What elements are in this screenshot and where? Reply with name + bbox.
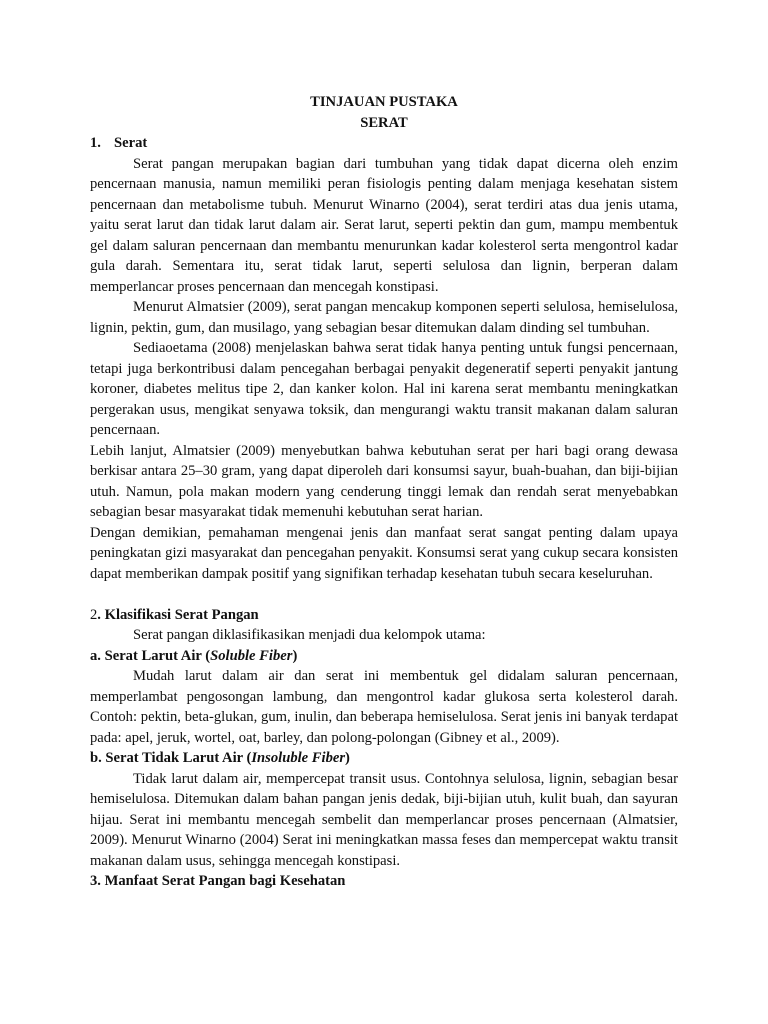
section-1-title: Serat <box>114 135 148 151</box>
subsection-b-heading <box>90 748 678 769</box>
section-2-heading <box>90 605 678 626</box>
section-1-heading <box>90 133 678 154</box>
subsection-a-italic: Soluble Fiber <box>210 647 293 664</box>
section-2-number: 2 <box>90 606 98 623</box>
subsection-b-suffix: ) <box>345 750 350 766</box>
paragraph: Dengan demikian, pemahaman mengenai jenis dan manfaat serat sangat penting dalam upaya peningkatan gizi masyarakat dan pencegahan penyakit. Konsumsi serat yang cukup secara konsisten dapat memberikan dampak positif yang signifikan terhadap kesehatan tubuh secara keseluruhan. <box>90 524 678 582</box>
section-3-heading: 3. Manfaat Serat Pangan bagi Kesehatan <box>90 873 346 889</box>
page-title: TINJAUAN PUSTAKA <box>310 94 458 110</box>
subsection-a-suffix: ) <box>292 647 298 664</box>
page-subtitle: SERAT <box>360 114 408 131</box>
subsection-a-prefix: a. Serat Larut Air ( <box>90 647 211 664</box>
paragraph: Sediaoetama (2008) menjelaskan bahwa serat tidak hanya penting untuk fungsi pencernaan, tetapi juga berkontribusi dalam pencegahan berbagai penyakit degeneratif seperti penyakit jantung koroner, diabetes melitus tipe 2, dan kanker kolon. Hal ini karena serat membantu meningkatkan pergerakan usus, mengikat senyawa toksik, dan mengurangi waktu transit makanan dalam saluran pencernaan. <box>90 340 678 438</box>
subsection-b-prefix: b. Serat Tidak Larut Air ( <box>90 750 252 766</box>
subsection-b-italic: Insoluble Fiber <box>251 750 346 766</box>
document-body <box>90 92 678 892</box>
spacer <box>90 584 678 605</box>
section-1-number: 1. <box>90 135 101 151</box>
paragraph: Lebih lanjut, Almatsier (2009) menyebutkan bahwa kebutuhan serat per hari bagi orang dewasa berkisar antara 25–30 gram, yang dapat diperoleh dari konsumsi sayur, buah-buahan, dan biji-bijian utuh. Namun, pola makan modern yang cenderung tinggi lemak dan rendah serat menyebabkan sebagian besar masyarakat tidak memenuhi kebutuhan serat harian. <box>90 442 678 520</box>
subsection-a-heading <box>90 646 678 667</box>
paragraph: Tidak larut dalam air, mempercepat transit usus. Contohnya selulosa, lignin, sebagian besar hemiselulosa. Ditemukan dalam bahan pangan jenis dedak, biji-bijian utuh, kulit buah, dan sayuran hijau. Serat ini membantu mencegah sembelit dan memperlancar proses pencernaan (Almatsier, 2009). Menurut Winarno (2004) Serat ini meningkatkan massa feses dan mempercepat waktu transit makanan dalam usus, sehingga mencegah konstipasi. <box>90 770 678 869</box>
section-2-title: . Klasifikasi Serat Pangan <box>97 606 259 623</box>
paragraph: Menurut Almatsier (2009), serat pangan mencakup komponen seperti selulosa, hemiselulosa, lignin, pektin, gum, dan musilago, yang sebagian besar ditemukan dalam dinding sel tumbuhan. <box>90 299 678 336</box>
paragraph: Serat pangan merupakan bagian dari tumbuhan yang tidak dapat dicerna oleh enzim pencernaan manusia, namun memiliki peran fisiologis penting dalam menjaga kesehatan sistem pencernaan dan metabolisme tubuh. Menurut Winarno (2004), serat terdiri atas dua jenis utama, yaitu serat larut dan tidak larut dalam air. Serat larut, seperti pektin dan gum, mampu membentuk gel dalam saluran pencernaan dan membantu menurunkan kadar kolesterol serta mengontrol kadar gula darah. Sementara itu, serat tidak larut, seperti selulosa dan lignin, berperan dalam memperlancar proses pencernaan dan mencegah konstipasi. <box>90 155 678 295</box>
paragraph: Mudah larut dalam air dan serat ini membentuk gel didalam saluran pencernaan, memperlambat pengosongan lambung, dan mengontrol kadar glukosa serta kolesterol darah. Contoh: pektin, beta-glukan, gum, inulin, dan beberapa hemiselulosa. Serat jenis ini banyak terdapat pada: apel, jeruk, wortel, oat, barley, dan polong-polongan (Gibney et al., 2009). <box>90 668 678 746</box>
section-2-intro: Serat pangan diklasifikasikan menjadi dua kelompok utama: <box>133 627 486 643</box>
